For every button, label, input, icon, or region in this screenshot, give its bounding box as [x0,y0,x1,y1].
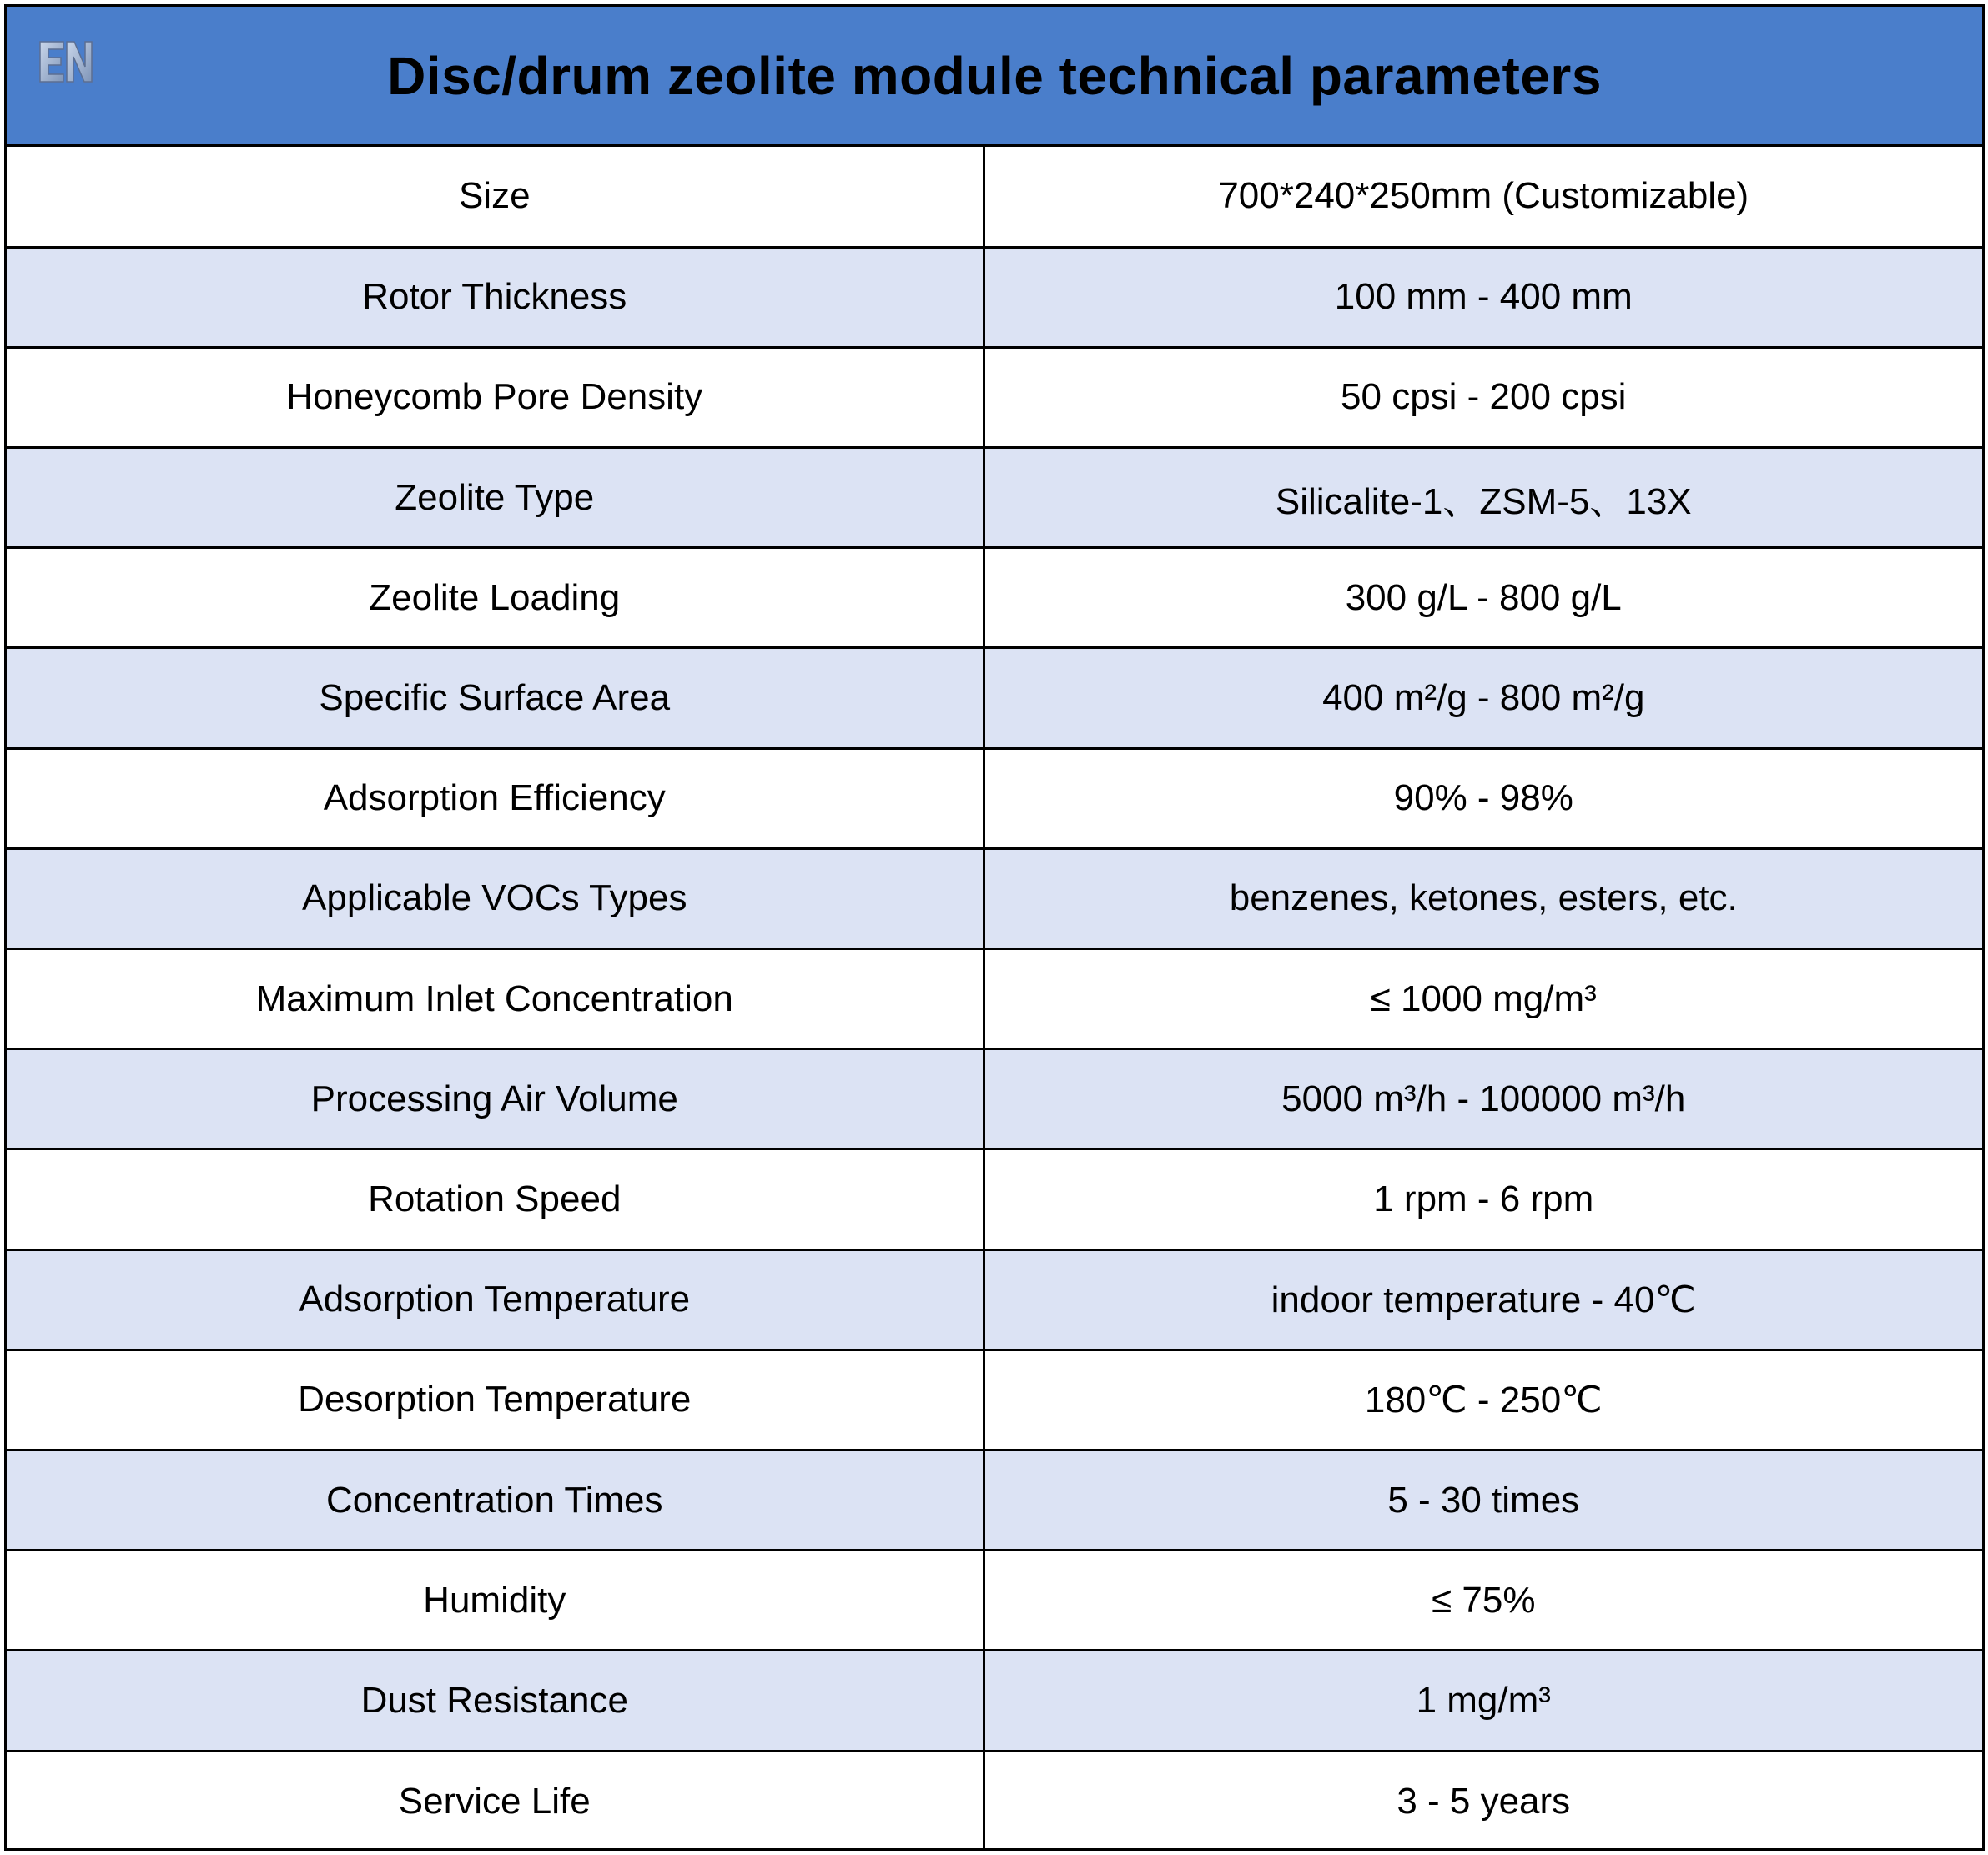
param-value: 5000 m³/h - 100000 m³/h [984,1049,1982,1149]
param-label: Zeolite Type [7,448,984,548]
param-label: Rotor Thickness [7,247,984,347]
param-value: 1 mg/m³ [984,1651,1982,1751]
logo-icon [37,38,95,85]
param-value: 300 g/L - 800 g/L [984,548,1982,648]
param-value: 100 mm - 400 mm [984,247,1982,347]
parameters-table [7,147,1982,1851]
table-row [7,147,1982,247]
param-label: Honeycomb Pore Density [7,347,984,447]
param-label: Size [7,147,984,247]
page-title: Disc/drum zeolite module technical parameters [387,45,1602,106]
table-row [7,1450,1982,1550]
table-row [7,1249,1982,1350]
param-value: 1 rpm - 6 rpm [984,1149,1982,1249]
table-row [7,1149,1982,1249]
table-row [7,648,1982,748]
table-header [7,7,1982,147]
param-label: Concentration Times [7,1450,984,1550]
table-row [7,748,1982,848]
param-label: Service Life [7,1751,984,1851]
param-value: indoor temperature - 40℃ [984,1249,1982,1350]
param-label: Processing Air Volume [7,1049,984,1149]
param-label: Dust Resistance [7,1651,984,1751]
table-row [7,1751,1982,1851]
param-label: Adsorption Temperature [7,1249,984,1350]
param-value: 180℃ - 250℃ [984,1350,1982,1450]
param-label: Humidity [7,1551,984,1651]
parameters-sheet [4,4,1985,1851]
param-value: 5 - 30 times [984,1450,1982,1550]
param-label: Zeolite Loading [7,548,984,648]
table-row [7,1350,1982,1450]
param-label: Adsorption Efficiency [7,748,984,848]
param-value: ≤ 1000 mg/m³ [984,949,1982,1049]
table-row [7,247,1982,347]
param-label: Desorption Temperature [7,1350,984,1450]
table-row [7,548,1982,648]
param-value: 700*240*250mm (Customizable) [984,147,1982,247]
param-label: Specific Surface Area [7,648,984,748]
param-label: Maximum Inlet Concentration [7,949,984,1049]
table-row [7,848,1982,948]
param-value: Silicalite-1、ZSM-5、13X [984,448,1982,548]
param-value: ≤ 75% [984,1551,1982,1651]
param-value: 3 - 5 years [1397,1780,1571,1822]
table-row [7,1651,1982,1751]
table-row [7,949,1982,1049]
param-value: 50 cpsi - 200 cpsi [984,347,1982,447]
param-value: 400 m²/g - 800 m²/g [984,648,1982,748]
table-row [7,347,1982,447]
table-row [7,1551,1982,1651]
table-row [7,1049,1982,1149]
param-label: Applicable VOCs Types [7,848,984,948]
param-value: benzenes, ketones, esters, etc. [984,848,1982,948]
param-label: Rotation Speed [7,1149,984,1249]
table-row [7,448,1982,548]
param-value: 90% - 98% [984,748,1982,848]
